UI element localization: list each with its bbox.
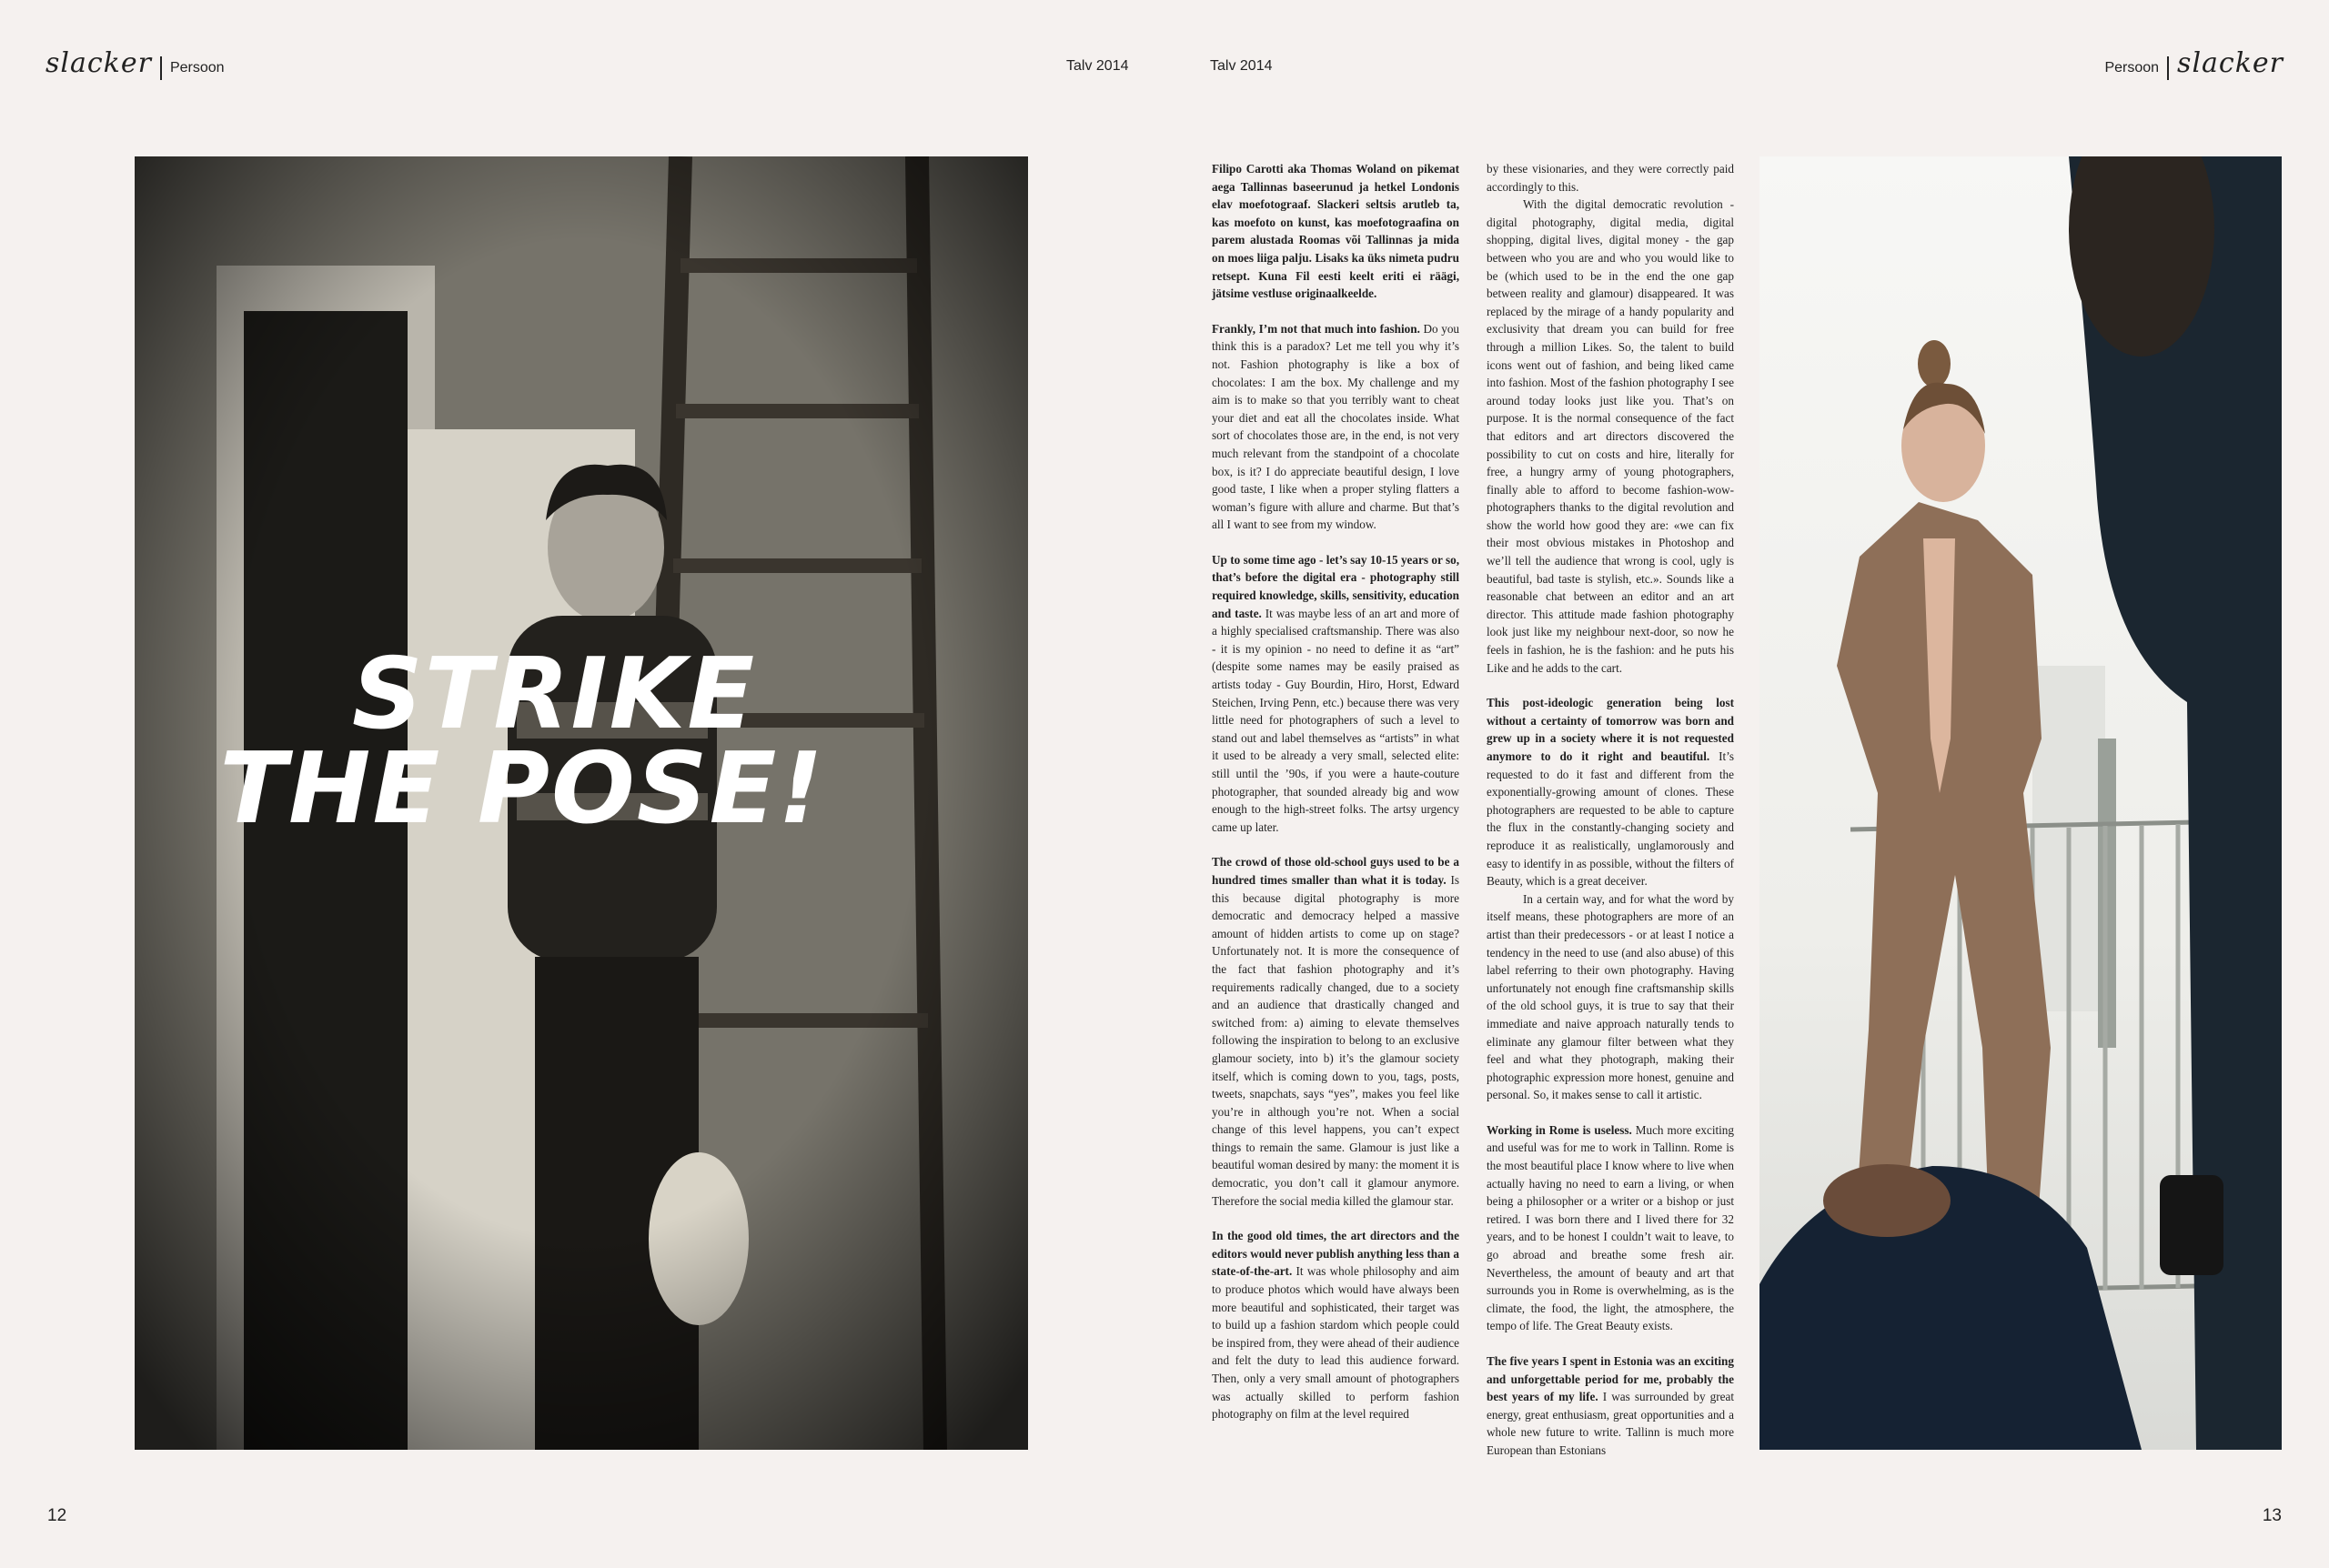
fashion-photo xyxy=(1759,156,2282,1450)
article-paragraph: Working in Rome is useless. Much more exciting and useful was for me to work in Tallinn. Rome is the most beautiful place I know where to live when actually having no need to earn a living, or when being a philosopher or a writer or a bishop or just retired. I was born there and I lived there for 32 years, and to be honest I couldn’t wait to leave, to go abroad and breathe some fresh air. Nevertheless, the amount of beauty and art that surrounds you in Rome is overwhelming, as is the climate, the food, the light, the atmosphere, the tempo of life. The Great Beauty exists. xyxy=(1487,1122,1734,1333)
slacker-logo: slacker xyxy=(2177,47,2284,79)
right-header xyxy=(2104,47,2284,80)
article-paragraph: This post-ideologic generation being lost without a certainty of tomorrow was born and grew up in a society where it is not requested anymore to do it right and beautiful. It’s requested to do it fast and different from the exponentially-growing amount of clones. These photographers are requested to be able to capture the flux in the constantly-changing society and reproduce it as realistically, unglamorously and easy to identify in as possible, without the filters of Beauty, which is a great deceiver. xyxy=(1487,696,1734,889)
article-paragraph: The crowd of those old-school guys used to be a hundred times smaller than what it is today. Is this because digital photography is more democratic and democracy helped a massive amount of hidden artists to come up on stage? Unfortunately not. It is more the consequence of the fact that fashion photography and it’s requirements radically changed, due to a society and an audience that drastically changed and switched from: a) aiming to elevate themselves following the inspiration to belong to an exclusive glamour society, into b) it’s the glamour society itself, which is coming down to you, tags, posts, tweets, snapchats, says “yes”, makes you feel like you’re in although you’re not. When a social change of this level happens, you can’t expect things to remain the same. Glamour is just like a beautiful woman desired by many: the moment it is democratic, you don’t call it glamour anymore. Therefore the social media killed the glamour star. xyxy=(1212,855,1459,1208)
fashion-illustration xyxy=(1759,156,2282,1450)
article-paragraph: Frankly, I’m not that much into fashion. Do you think this is a paradox? Let me tell you why it’s not. Fashion photography is like a box of chocolates: I am the box. My challenge and my aim is to make so that you terribly want to cheat your diet and eat all the chocolates inside. What sort of chocolates those are, in the end, is not very much relevant from the standpoint of a chocolate box, is it? I do appreciate beautiful design, I love good taste, I like when a proper styling flatters a woman’s figure with allure and charme. But that’s all I want to see from my window. xyxy=(1212,321,1460,532)
header-divider xyxy=(160,56,162,80)
right-issue-label: Talv 2014 xyxy=(1210,58,1273,74)
left-issue-label: Talv 2014 xyxy=(1066,58,1129,74)
header-divider xyxy=(2167,56,2169,80)
page-number-left: 12 xyxy=(47,1506,67,1525)
slacker-logo: slacker xyxy=(45,47,152,79)
article-paragraph: Up to some time ago - let’s say 10-15 years or so, that’s before the digital era - photography still required knowledge, skills, sensitivity, education and taste. It was maybe less of an art and more of a highly specialised craftsmanship. There was also - it is my opinion - no need to define it as “art” (despite some names may be easily praised as artists today - Guy Bourdin, Hiro, Horst, Edward Steichen, Irving Penn, etc.) because there was very little need for photographers of such a level to stand out and label themselves as “artists” in what it used to be already a very small, selected elite: still until the ’90s, if you were a haute-couture photographer, that sounded already big and wow enough to the high-street folks. The artsy urgency came up later. xyxy=(1212,552,1459,834)
article-column-2 xyxy=(1487,160,1734,1477)
article-column-1 xyxy=(1212,160,1459,1441)
headline xyxy=(135,638,1028,846)
portrait-photo xyxy=(135,156,1028,1450)
article-paragraph: In the good old times, the art directors and the editors would never publish anything less than a state-of-the-art. It was whole philosophy and aim to produce photos which would have always been more beautiful and sophisticated, their target was to build up a fashion stardom which people could be inspired from, they were ahead of their audience and felt the duty to lead this audience forward. Then, only a very small amount of photographers was actually skilled to perform fashion photography on film at the level required xyxy=(1212,1229,1460,1422)
article-paragraph: The five years I spent in Estonia was an exciting and unforgettable period for me, probably the best years of my life. I was surrounded by great energy, great enthusiasm, great opportunities and a whole new future to write. Tallinn is much more European than Estonians xyxy=(1487,1354,1735,1457)
page-number-right: 13 xyxy=(2262,1506,2282,1525)
intro-paragraph: Filipo Carotti aka Thomas Woland on pikemat aega Tallinnas baseerunud ja hetkel Londonis elav moefotograaf. Slackeri seltsis arutleb ta, kas moefoto on kunst, kas moefotograafina on parem alustada Roomas või Tallinnas ja mida on moes liiga palju. Lisaks ka üks nimeta pudru retsept. Kuna Fil eesti keelt eriti ei räägi, jätsime vestluse originaalkeelde. xyxy=(1212,162,1459,301)
section-label: Persoon xyxy=(2104,59,2160,75)
headline-line-2: THE POSE! xyxy=(219,732,825,846)
section-label: Persoon xyxy=(169,59,225,75)
article-paragraph: With the digital democratic revolution - digital photography, digital media, digital shopping, digital lives, digital money - the gap between who you are and who you would like to be (which used to be in the end the one gap between reality and glamour) disappeared. It was replaced by the mirage of a handy popularity and exclusivity that dream you can build for free through a million Likes. So, the talent to build icons went out of fashion, and being liked came into fashion. Most of the fashion photography I see around today looks just like you. That’s on purpose. It is the normal consequence of the fact that editors and art directors discovered the possibility to cut on costs and hire, literally for free, a hungry army of young photographers, finally able to afford to become fashion-wow-photographers thanks to the digital revolution and show the world how good they are: «we can fix their most obvious mistakes in Photoshop and we’ll tell the audience that wrong is cool, ugly is beautiful, bad taste is stylish, etc.». Sounds like a reasonable chat between an editor and an art director. This attitude made fashion photography look just like my neighbour next-door, so now he feels in fashion, he is the fashion: and he puts his Like and he adds to the cart. xyxy=(1487,197,1734,675)
headline-line-1: STRIKE xyxy=(351,638,757,751)
article-paragraph: by these visionaries, and they were correctly paid accordingly to this. xyxy=(1487,162,1734,194)
article-paragraph: In a certain way, and for what the word by itself means, these photographers are more of an artist than their predecessors - or at least I notice a tendency in the need to use (and also abuse) of this label referring to their own photography. Having unfortunately not enough fine craftsmanship skills of the old school guys, it is true to say that their immediate and naive approach naturally tends to eliminate any glamour filter between what they feel and what they photograph, making their photographic expression more honest, genuine and personal. So, it makes sense to call it artistic. xyxy=(1487,891,1734,1102)
left-header xyxy=(45,47,225,80)
